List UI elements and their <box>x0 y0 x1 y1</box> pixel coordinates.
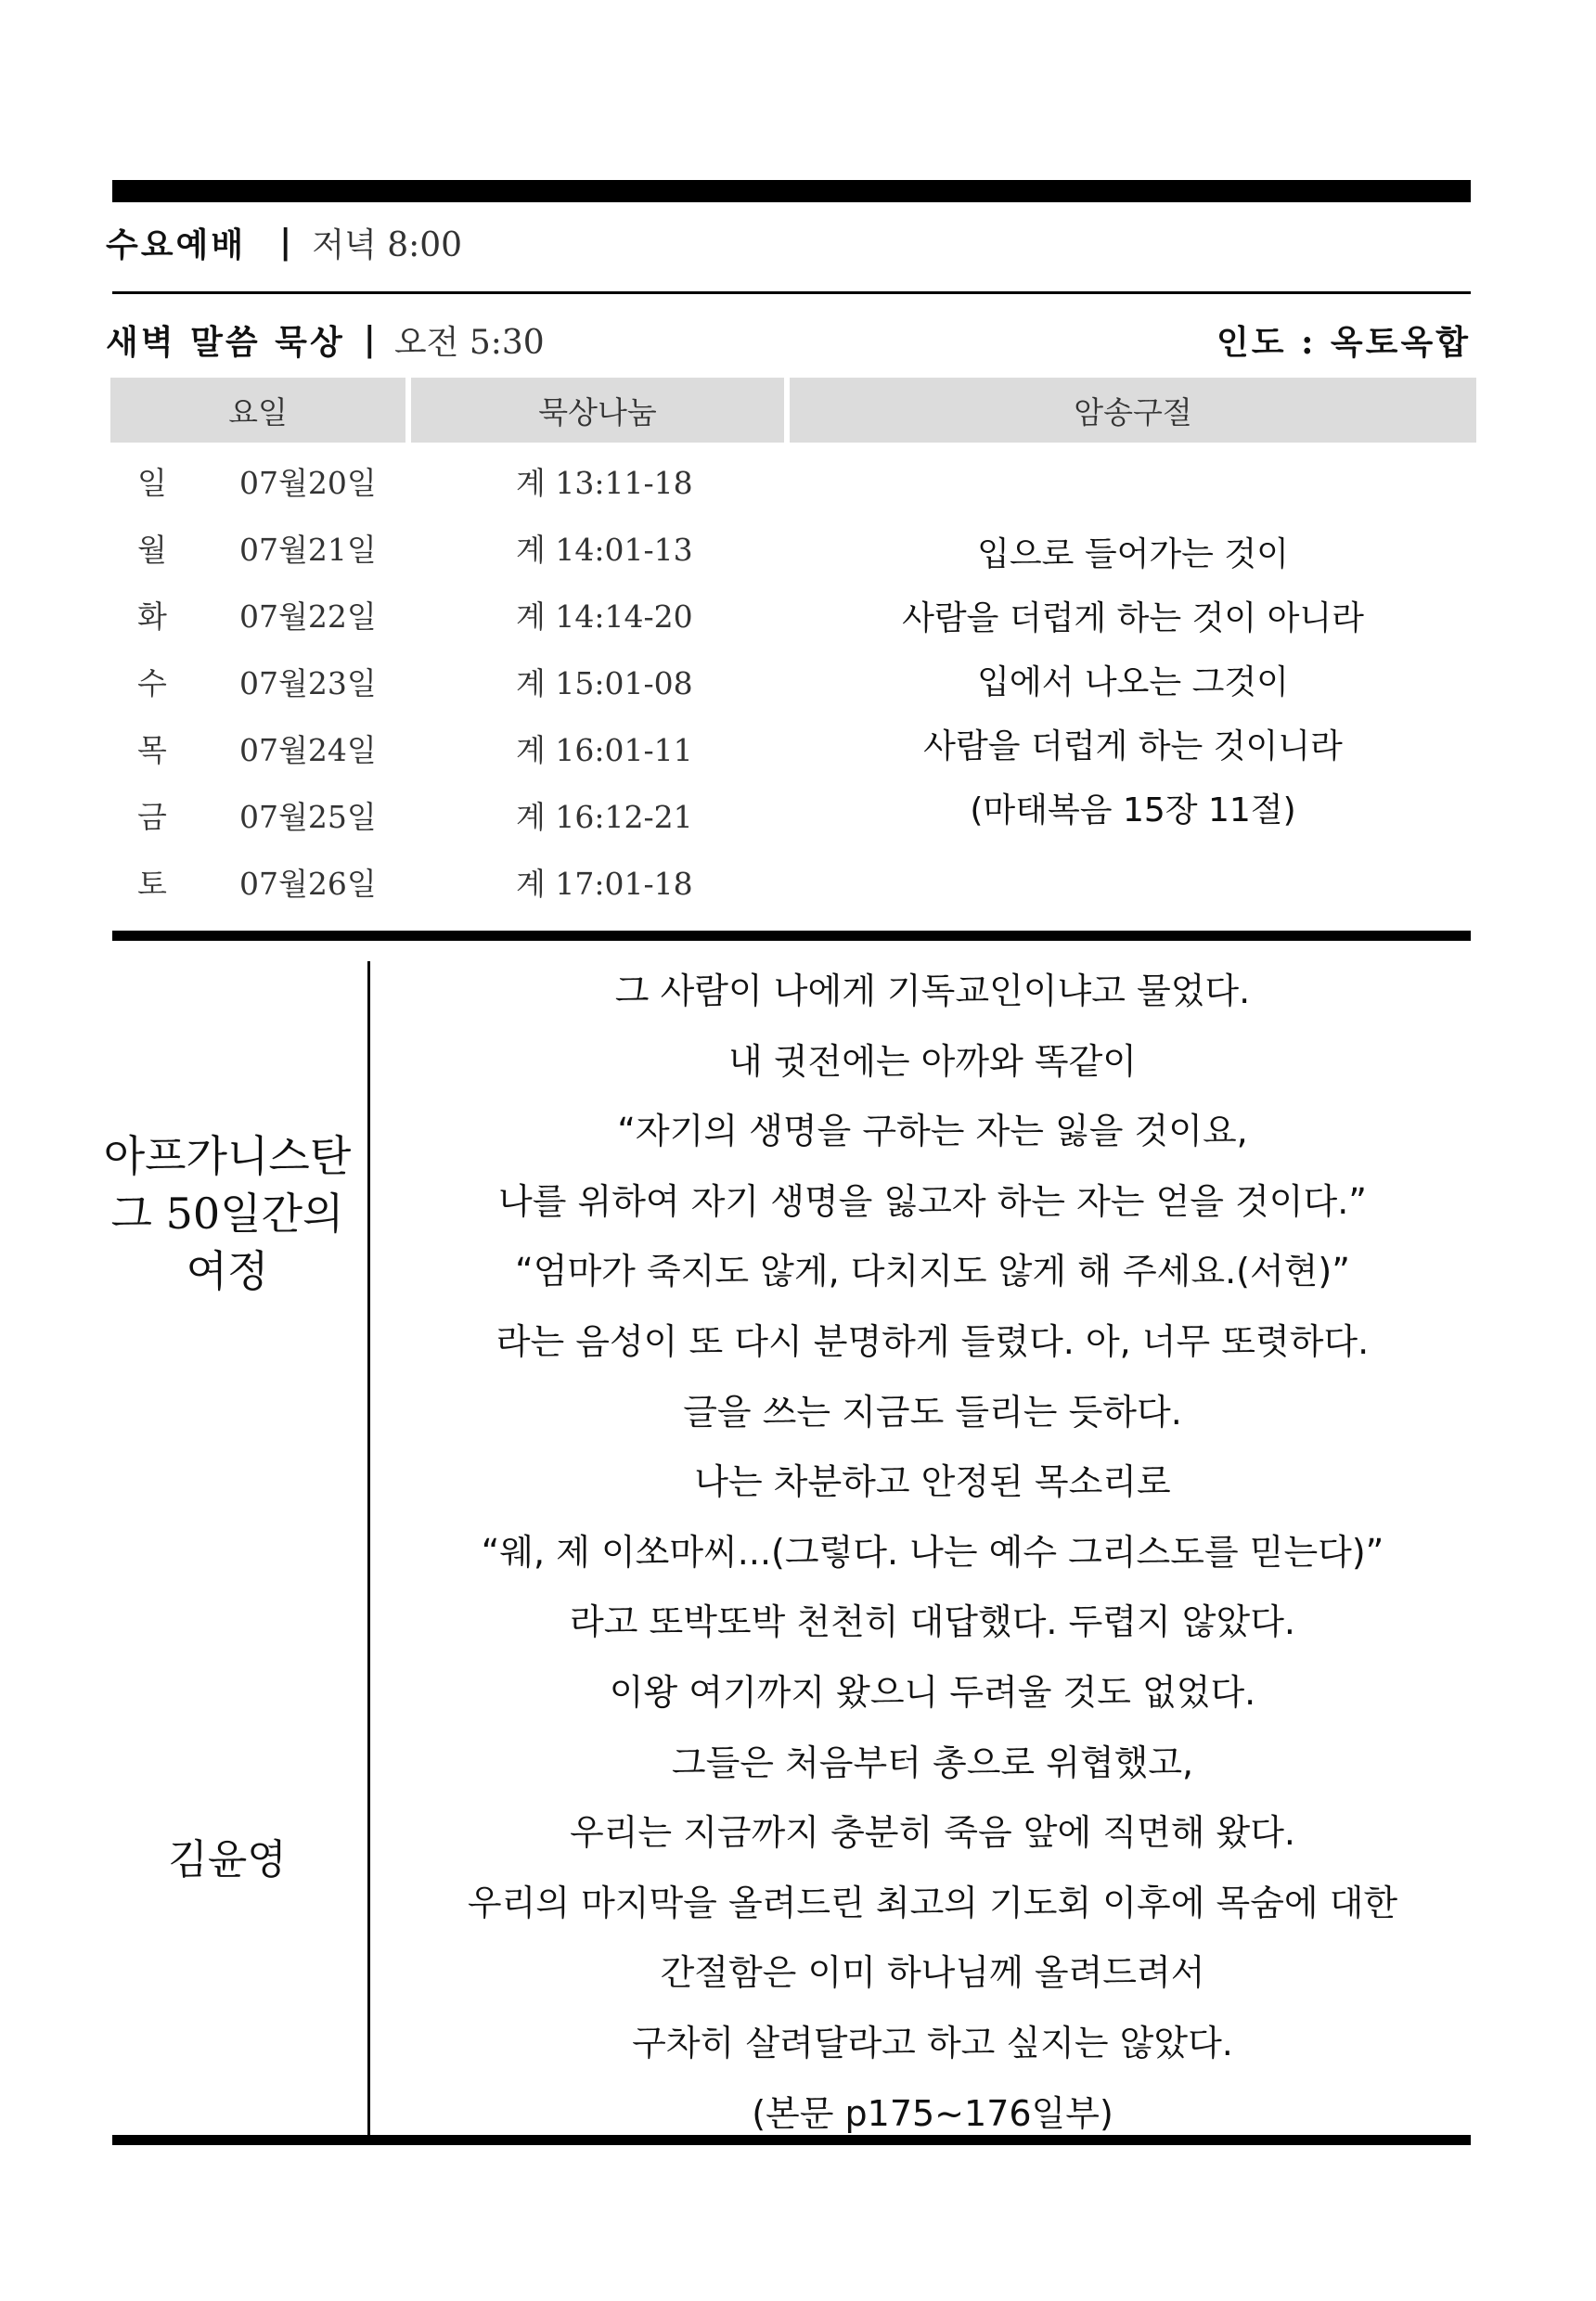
row-reading: 계 13:11-18 <box>516 464 693 501</box>
row-reading: 계 16:01-11 <box>516 731 693 768</box>
memory-verse-reference: (마태복음 15장 11절) <box>970 791 1296 829</box>
excerpt-line: 이왕 여기까지 왔으니 두려울 것도 없었다. <box>609 1671 1256 1713</box>
excerpt-line: 글을 쓰는 지금도 들리는 듯하다. <box>683 1391 1182 1433</box>
section-divider-rule <box>112 931 1471 941</box>
row-day: 토 <box>137 865 167 902</box>
book-title-line: 그 50일간의 <box>110 1189 344 1239</box>
book-title-line: 아프가니스탄 <box>103 1131 352 1181</box>
wednesday-service-label: 수요예배 <box>106 225 247 264</box>
memory-verse-line: 사람을 더럽게 하는 것이니라 <box>923 727 1343 765</box>
excerpt-line: 라고 또박또박 천천히 대답했다. 두렵지 않았다. <box>569 1601 1295 1643</box>
row-reading: 계 15:01-08 <box>516 664 693 701</box>
bottom-rule <box>112 2135 1471 2145</box>
dawn-meditation-label: 새벽 말씀 묵상 <box>106 322 345 362</box>
top-thick-rule <box>112 180 1471 202</box>
dawn-meditation-leader: 인도 : 옥토옥합 <box>1216 322 1471 362</box>
excerpt-line: 우리는 지금까지 충분히 죽음 앞에 직면해 왔다. <box>569 1812 1295 1854</box>
excerpt-line: “웨, 제 이쏘마씨...(그렇다. 나는 예수 그리스도를 믿는다)” <box>481 1531 1384 1573</box>
separator: | <box>279 223 292 262</box>
schedule-row <box>0 787 789 842</box>
schedule-row <box>0 653 789 709</box>
row-reading: 계 14:01-13 <box>516 531 693 568</box>
schedule-row <box>0 453 789 508</box>
separator: | <box>363 320 376 359</box>
row-date: 07월23일 <box>239 664 377 701</box>
row-day: 금 <box>137 798 167 835</box>
row-day: 월 <box>137 531 167 568</box>
row-day: 수 <box>137 664 167 701</box>
row-date: 07월22일 <box>239 598 377 635</box>
book-excerpt <box>380 957 1485 2149</box>
row-reading: 계 16:12-21 <box>516 798 693 835</box>
schedule-row <box>0 586 789 642</box>
row-day: 화 <box>137 598 167 635</box>
excerpt-line: 그들은 처음부터 총으로 위협했고, <box>671 1742 1194 1783</box>
excerpt-line: 구차히 살려달라고 하고 싶지는 않았다. <box>632 2022 1233 2063</box>
excerpt-source: (본문 p175~176일부) <box>752 2092 1113 2134</box>
excerpt-line: “엄마가 죽지도 않게, 다치지도 않게 해 주세요.(서현)” <box>515 1251 1350 1292</box>
row-date: 07월25일 <box>239 798 377 835</box>
row-reading: 계 17:01-18 <box>516 865 693 902</box>
memory-verse-line: 입으로 들어가는 것이 <box>977 535 1289 573</box>
header-day: 요일 <box>110 378 405 443</box>
memory-verse <box>790 522 1476 842</box>
book-title <box>93 1127 362 1300</box>
row-date: 07월21일 <box>239 531 377 568</box>
memory-verse-line: 입에서 나오는 그것이 <box>977 663 1289 701</box>
dawn-meditation-time: 오전 5:30 <box>393 323 545 362</box>
row-reading: 계 14:14-20 <box>516 598 693 635</box>
memory-verse-line: 사람을 더럽게 하는 것이 아니라 <box>902 599 1364 637</box>
header-memory-verse: 암송구절 <box>790 378 1476 443</box>
excerpt-line: 간절함은 이미 하나님께 올려드려서 <box>660 1952 1205 1994</box>
row-date: 07월24일 <box>239 731 377 768</box>
excerpt-line: “자기의 생명을 구하는 자는 잃을 것이요, <box>617 1111 1248 1152</box>
row-date: 07월26일 <box>239 865 377 902</box>
row-day: 일 <box>137 464 167 501</box>
schedule-row <box>0 854 789 909</box>
excerpt-line: 라는 음성이 또 다시 분명하게 들렸다. 아, 너무 또렷하다. <box>496 1320 1370 1362</box>
row-day: 목 <box>137 731 167 768</box>
excerpt-line: 나를 위하여 자기 생명을 잃고자 하는 자는 얻을 것이다.” <box>498 1180 1367 1222</box>
row-date: 07월20일 <box>239 464 377 501</box>
thin-rule <box>112 291 1471 294</box>
excerpt-line: 나는 차분하고 안정된 목소리로 <box>694 1461 1171 1503</box>
header-reading: 묵상나눔 <box>411 378 784 443</box>
book-title-line: 여정 <box>186 1246 269 1296</box>
wednesday-service-line <box>106 218 462 266</box>
vertical-divider <box>367 961 370 2140</box>
dawn-meditation-line <box>106 315 545 364</box>
schedule-row <box>0 520 789 575</box>
excerpt-line: 우리의 마지막을 올려드린 최고의 기도회 이후에 목숨에 대한 <box>467 1882 1398 1923</box>
schedule-row <box>0 720 789 776</box>
book-author: 김윤영 <box>168 1836 287 1883</box>
excerpt-line: 그 사람이 나에게 기독교인이냐고 물었다. <box>614 971 1251 1011</box>
excerpt-line: 내 귓전에는 아까와 똑같이 <box>727 1040 1138 1082</box>
wednesday-service-time: 저녁 8:00 <box>312 225 463 264</box>
